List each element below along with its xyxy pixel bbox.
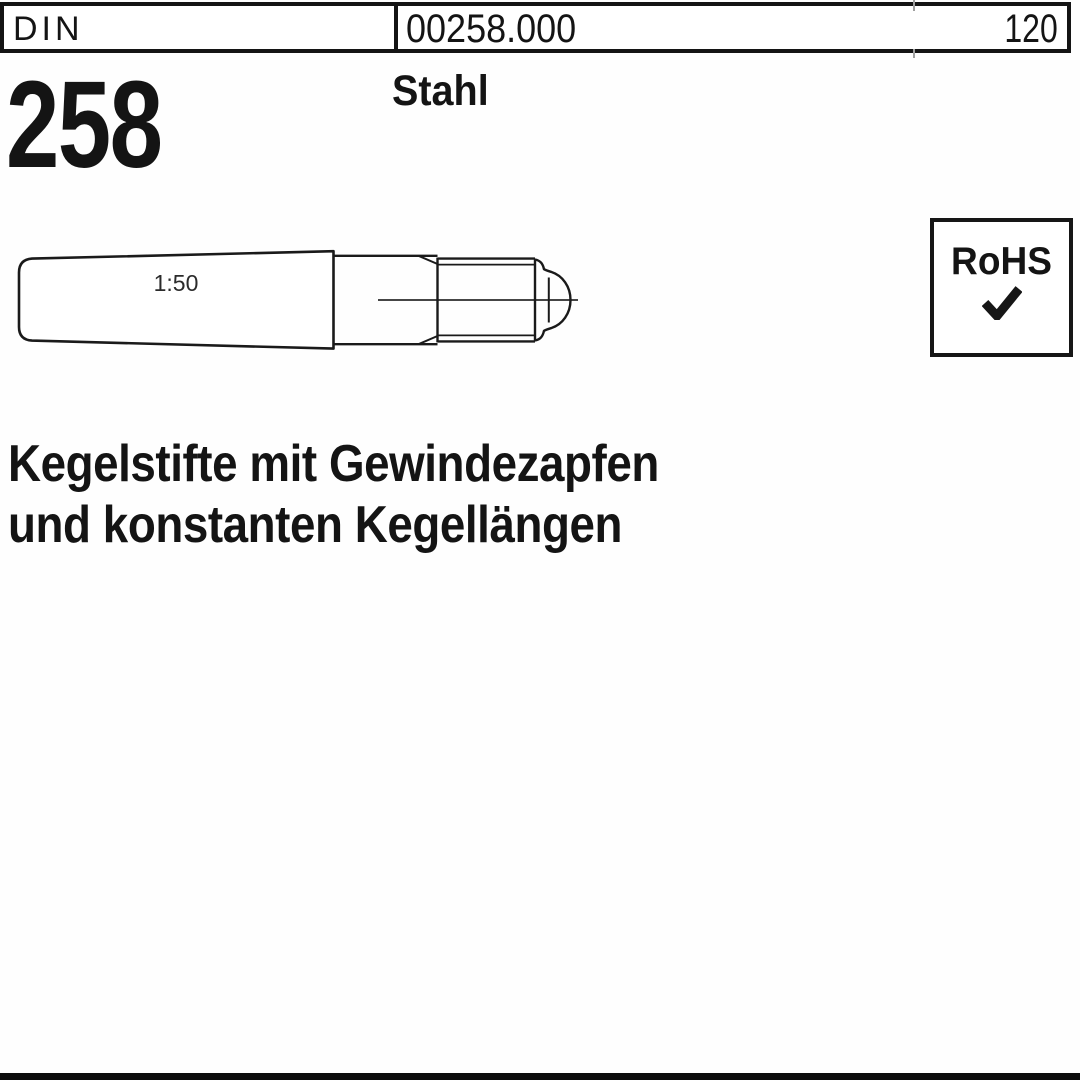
bottom-edge-bar bbox=[0, 1073, 1080, 1080]
standard-number: 258 bbox=[6, 57, 162, 194]
page-title bbox=[8, 434, 659, 556]
header-tick-mark-bottom bbox=[913, 49, 915, 58]
din-logo: DIN bbox=[13, 9, 84, 48]
scale-label: 1:50 bbox=[153, 270, 199, 296]
material-label: Stahl bbox=[392, 67, 489, 115]
header-tick-mark-top bbox=[913, 0, 915, 11]
title-line-2: und konstanten Kegellängen bbox=[8, 496, 623, 554]
taper-body-outline bbox=[19, 251, 334, 348]
taper-pin-drawing bbox=[0, 0, 620, 400]
rohs-badge bbox=[930, 218, 1073, 357]
title-line-1: Kegelstifte mit Gewindezapfen bbox=[8, 435, 659, 493]
article-number: 00258.000 bbox=[406, 6, 577, 51]
page-number: 120 bbox=[1004, 6, 1058, 51]
checkmark-icon bbox=[982, 286, 1022, 320]
rohs-label: RoHS bbox=[951, 240, 1052, 283]
